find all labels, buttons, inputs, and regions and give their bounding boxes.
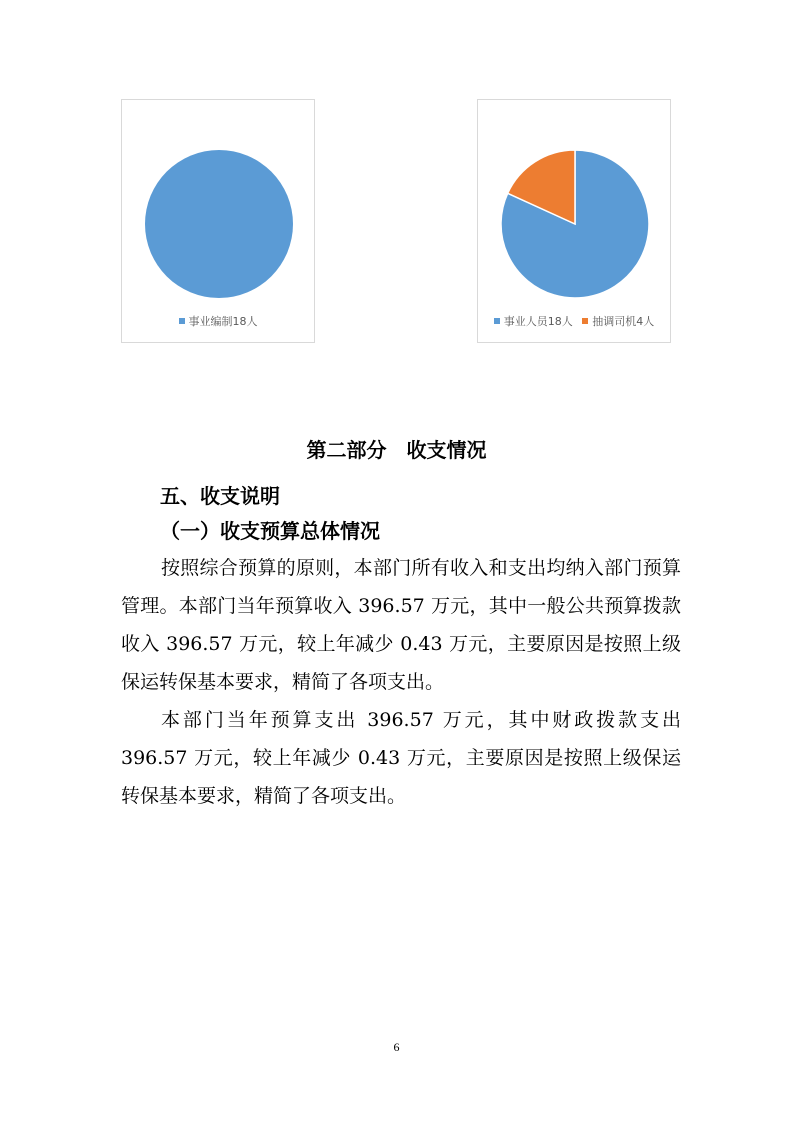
pie-chart-staffing bbox=[121, 99, 315, 343]
pie-slice bbox=[145, 150, 293, 298]
chart-1-legend bbox=[122, 313, 314, 329]
legend-label: 事业编制18人 bbox=[188, 315, 258, 328]
paragraph-expenditure: 本部门当年预算支出 396.57 万元，其中财政拨款支出 396.57 万元，较上年减少 0.43 万元，主要原因是按照上级保运转保基本要求，精简了各项支出。 bbox=[121, 709, 681, 807]
heading-level-1: 五、收支说明 bbox=[160, 484, 280, 508]
section-title: 第二部分 收支情况 bbox=[306, 438, 487, 462]
legend-label: 抽调司机4人 bbox=[592, 315, 655, 328]
heading-level-2: （一）收支预算总体情况 bbox=[160, 519, 380, 543]
legend-label: 事业人员18人 bbox=[503, 315, 573, 328]
pie-chart-personnel bbox=[477, 99, 671, 343]
pie-chart-2-plot bbox=[478, 100, 672, 344]
chart-2-legend bbox=[478, 313, 670, 329]
legend-item bbox=[179, 313, 258, 329]
paragraph-income: 按照综合预算的原则，本部门所有收入和支出均纳入部门预算管理。本部门当年预算收入 396.57 万元，其中一般公共预算拨款收入 396.57 万元，较上年减少 0.43 万元，主要原因是按照上级保运转保基本要求，精简了各项支出。 bbox=[121, 557, 681, 693]
legend-item bbox=[582, 313, 654, 329]
legend-swatch bbox=[582, 318, 588, 324]
page-number: 6 bbox=[393, 1040, 400, 1054]
legend-item bbox=[494, 313, 573, 329]
legend-swatch bbox=[179, 318, 185, 324]
legend-swatch bbox=[494, 318, 500, 324]
pie-chart-1-plot bbox=[122, 100, 316, 344]
